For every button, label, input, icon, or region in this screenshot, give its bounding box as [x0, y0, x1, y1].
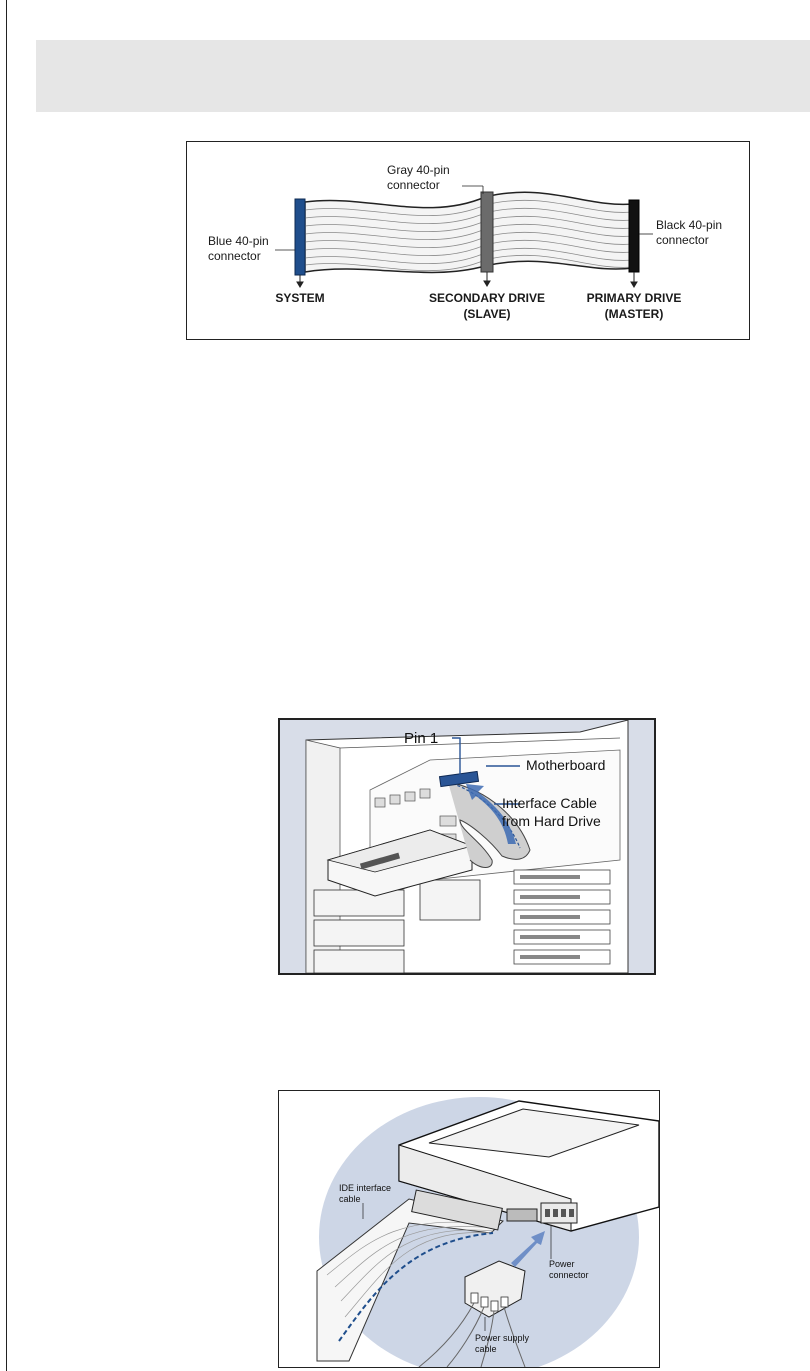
- jumper-block: [507, 1209, 537, 1221]
- power-supply-label-2: cable: [475, 1344, 497, 1354]
- primary-drive-label-1: PRIMARY DRIVE: [586, 291, 682, 305]
- drive-connections-illustration: [278, 1090, 660, 1368]
- motherboard-label: Motherboard: [526, 757, 606, 773]
- ide-cable-label-1: IDE interface: [339, 1183, 392, 1193]
- motherboard-connection-illustration: [278, 718, 656, 975]
- header-band: [36, 40, 810, 112]
- black-connector: [629, 200, 639, 272]
- ide-cable-diagram: [186, 141, 750, 340]
- left-margin-rule: [6, 0, 7, 1371]
- gray-connector-label-2: connector: [387, 178, 440, 192]
- ide-cable-diagram-svg: [187, 142, 749, 339]
- power-connector-label-1: Power: [549, 1259, 575, 1269]
- gray-connector-label-1: Gray 40-pin: [387, 163, 450, 177]
- cable-label-1: Interface Cable: [502, 795, 597, 811]
- gray-connector: [481, 192, 493, 272]
- drive-connections-svg: [279, 1091, 659, 1367]
- system-label: SYSTEM: [275, 291, 325, 305]
- blue-connector-label-1: Blue 40-pin: [208, 234, 269, 248]
- power-connector-label-2: connector: [549, 1270, 589, 1280]
- blue-connector-label-2: connector: [208, 249, 261, 263]
- cable-label-2: from Hard Drive: [502, 813, 601, 829]
- motherboard-illustration-svg: [280, 720, 654, 973]
- primary-drive-label-2: (MASTER): [604, 307, 664, 321]
- connector-arrows: [297, 272, 637, 287]
- secondary-drive-label-1: SECONDARY DRIVE: [428, 291, 546, 305]
- pin1-label: Pin 1: [404, 730, 439, 747]
- ribbon-cable: [305, 192, 633, 272]
- secondary-drive-label-2: (SLAVE): [463, 307, 511, 321]
- blue-connector: [295, 199, 305, 275]
- black-connector-label-2: connector: [656, 233, 709, 247]
- black-connector-label-1: Black 40-pin: [656, 218, 723, 232]
- power-supply-label-1: Power supply: [475, 1333, 530, 1343]
- ide-cable-label-2: cable: [339, 1194, 361, 1204]
